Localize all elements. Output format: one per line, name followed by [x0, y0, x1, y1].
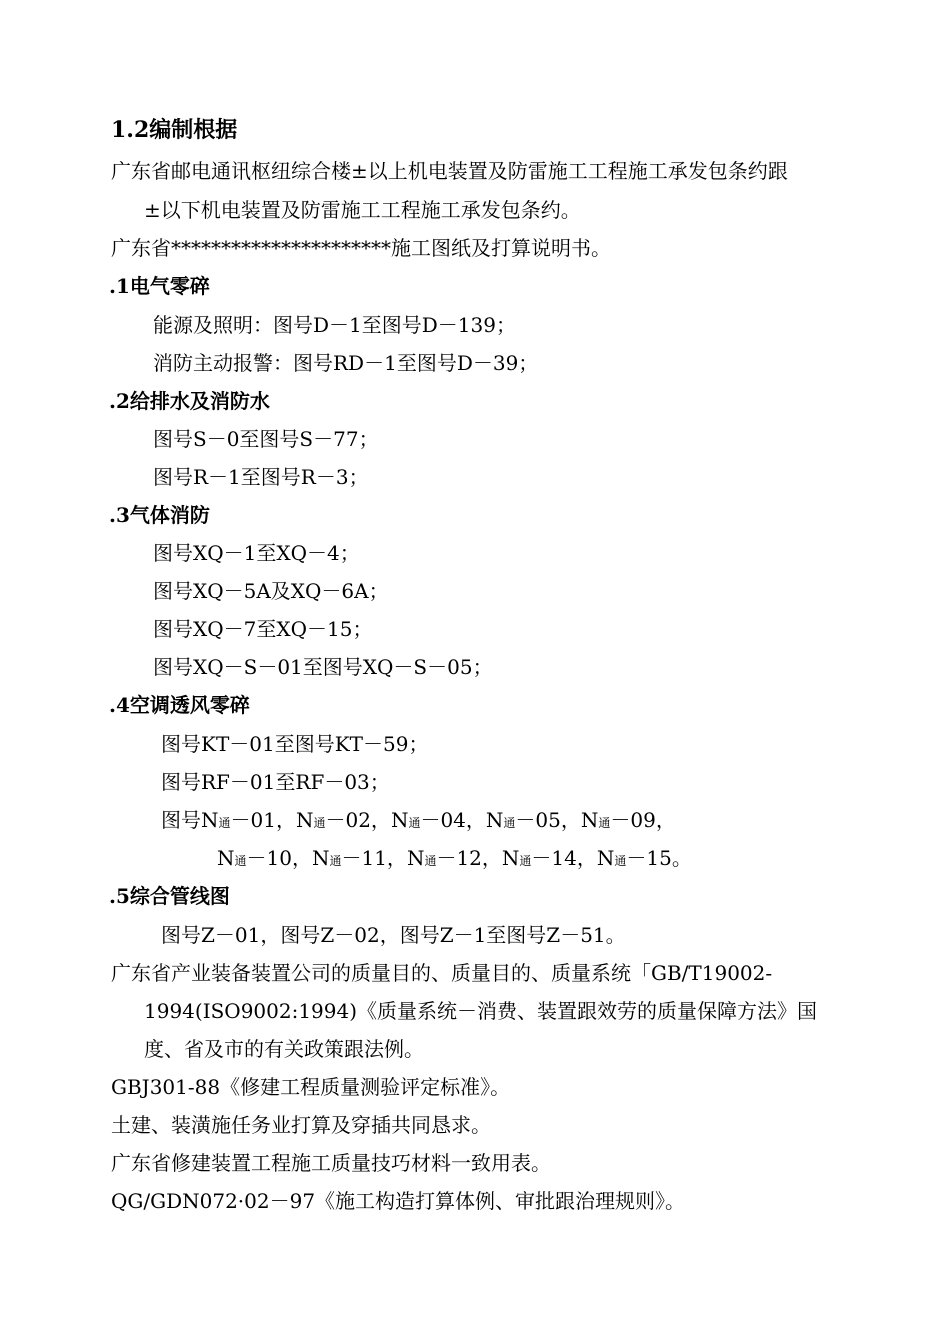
list-item: 图号XQ－5A及XQ－6A； [153, 579, 389, 603]
list-item: 图号N通－01，N通－02，N通－04，N通－05，N通－09， [161, 808, 676, 832]
list-item: N通－10，N通－11，N通－12，N通－14，N通－15。 [217, 846, 692, 870]
paragraph-line: 土建、装潢施任务业打算及穿插共同恳求。 [111, 1113, 491, 1137]
list-item: 图号S－0至图号S－77； [153, 427, 379, 451]
list-item: 图号R－1至图号R－3； [153, 465, 369, 489]
subsection-heading: .5综合管线图 [109, 884, 230, 908]
list-item: 图号XQ－S－01至图号XQ－S－05； [153, 655, 493, 679]
subsection-heading: .4空调透风零碎 [109, 693, 250, 717]
list-item: 图号KT－01至图号KT－59； [161, 732, 429, 756]
paragraph-line: 广东省邮电通讯枢纽综合楼±以上机电装置及防雷施工工程施工承发包条约跟 [111, 159, 788, 183]
paragraph-line: 广东省修建装置工程施工质量技巧材料一致用表。 [111, 1151, 551, 1175]
paragraph-line: 1994(ISO9002:1994)《质量系统－消费、装置跟效劳的质量保障方法》国 [144, 999, 818, 1023]
subsection-heading: .3气体消防 [109, 503, 210, 527]
list-item: 图号RF－01至RF－03； [161, 770, 390, 794]
section-title: 1.2编制根据 [111, 117, 238, 143]
list-item: 图号Z－01，图号Z－02，图号Z－1至图号Z－51。 [161, 923, 626, 947]
paragraph-line: 广东省**********************施工图纸及打算说明书。 [111, 236, 611, 260]
list-item: 能源及照明：图号D－1至图号D－139； [153, 313, 516, 337]
subsection-heading: .1电气零碎 [109, 274, 210, 298]
paragraph-line: 度、省及市的有关政策跟法例。 [144, 1037, 424, 1061]
list-item: 图号XQ－1至XQ－4； [153, 541, 360, 565]
list-item: 消防主动报警：图号RD－1至图号D－39； [153, 351, 539, 375]
paragraph-line: 广东省产业装备装置公司的质量目的、质量目的、质量系统「GB/T19002- [111, 961, 773, 985]
paragraph-line: QG/GDN072·02－97《施工构造打算体例、审批跟治理规则》。 [111, 1189, 686, 1213]
list-item: 图号XQ－7至XQ－15； [153, 617, 373, 641]
paragraph-line: ±以下机电装置及防雷施工工程施工承发包条约。 [144, 198, 581, 222]
paragraph-line: GBJ301-88《修建工程质量测验评定标准》。 [111, 1075, 511, 1099]
subsection-heading: .2给排水及消防水 [109, 389, 270, 413]
